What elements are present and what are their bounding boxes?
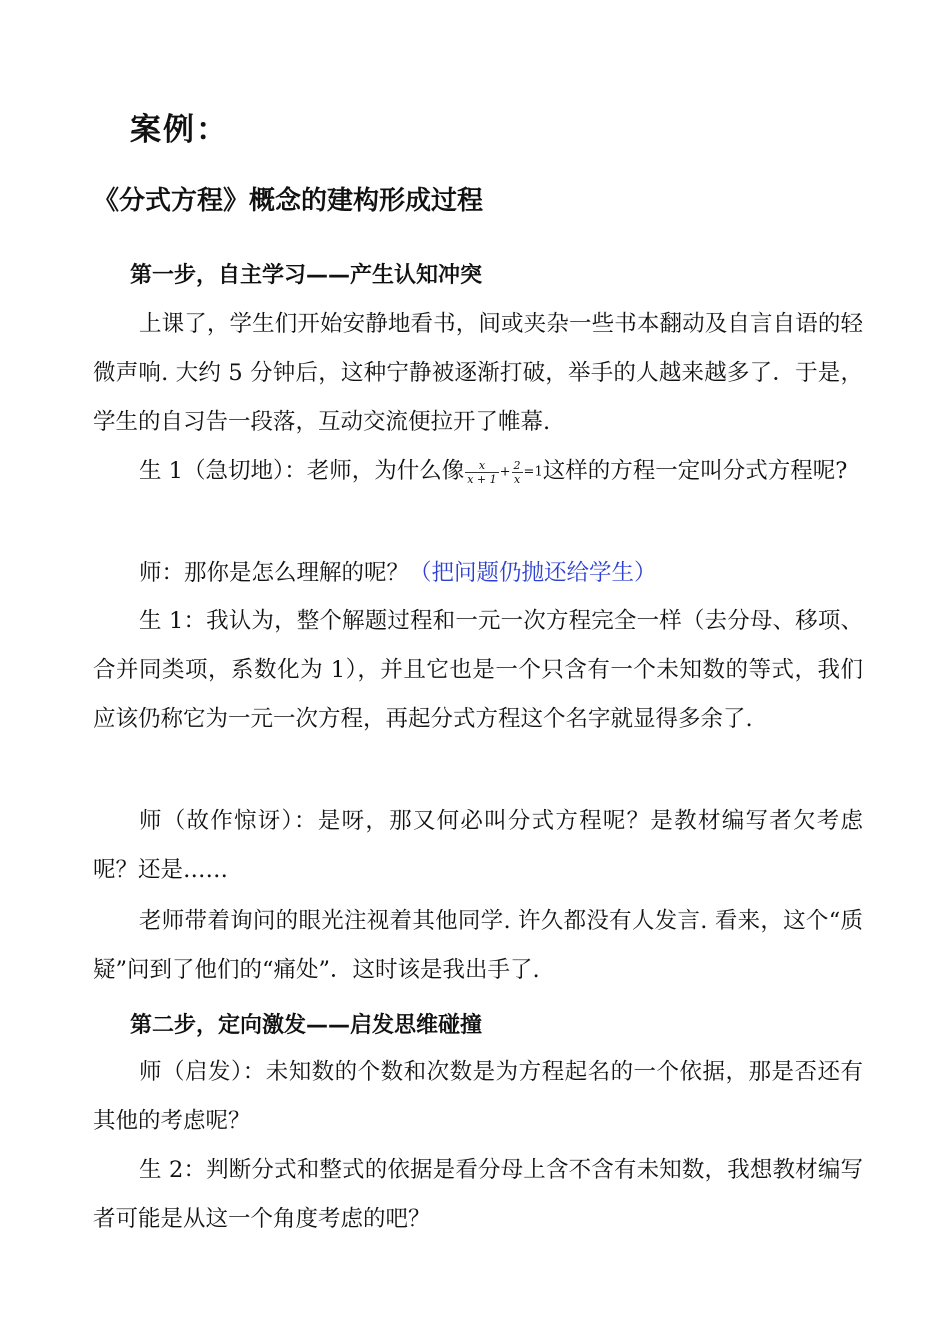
plus-sign: +: [499, 464, 511, 480]
paragraph-intro: 上课了，学生们开始安静地看书，间或夹杂一些书本翻动及自言自语的轻微声响. 大约 5 分钟后，这种宁静被逐渐打破，举手的人越来越多了．于是，学生的自习告一段落，互动交流便拉开了帷幕.: [93, 311, 863, 435]
document-subtitle: 《分式方程》概念的建构形成过程: [93, 186, 484, 216]
paragraph-observation: 老师带着询问的眼光注视着其他同学. 许久都没有人发言. 看来，这个“质疑”问到了他们的“痛处”．这时该是我出手了.: [93, 908, 863, 983]
paragraph-teacher-reply: [93, 549, 863, 598]
paragraph-teacher-surprise: 师（故作惊讶）：是呀，那又何必叫分式方程呢？是教材编写者欠考虑呢？还是……: [93, 808, 863, 883]
step1-heading: 第一步，自主学习——产生认知冲突: [130, 263, 483, 288]
teacher-reply-text: 师：那你是怎么理解的呢？: [139, 560, 410, 586]
paragraph-student1-answer: 生 1：我认为，整个解题过程和一元一次方程完全一样（去分母、移项、合并同类项，系数化为 1），并且它也是一个只含有一个未知数的等式，我们应该仍称它为一元一次方程，再起分式方程这个名字就显得多余了.: [93, 608, 864, 732]
teacher-reply-note: （把问题仍抛还给学生）: [409, 560, 657, 586]
equation-rhs: =1: [523, 464, 543, 480]
student1-question-lead: 生 1（急切地）：老师，为什么像: [139, 458, 465, 484]
fraction-x-over-x-plus-1: [465, 459, 498, 486]
paragraph-student2-answer: 生 2：判断分式和整式的依据是看分母上含不含有未知数，我想教材编写者可能是从这一个角度考虑的吧？: [93, 1157, 863, 1232]
fraction-numerator: x: [465, 459, 498, 473]
fraction-denominator: x + 1: [467, 472, 497, 486]
document-title: 案例：: [130, 112, 229, 148]
step2-heading: 第二步，定向激发——启发思维碰撞: [130, 1013, 483, 1038]
student1-question-tail: 这样的方程一定叫分式方程呢?: [542, 458, 848, 484]
fraction-2-over-x: [512, 459, 523, 486]
fraction-numerator: 2: [513, 458, 521, 472]
fraction-denominator: x: [513, 472, 521, 486]
paragraph-teacher-hint: 师（启发）：未知数的个数和次数是为方程起名的一个依据，那是否还有其他的考虑呢？: [93, 1059, 863, 1134]
paragraph-student1-question: [93, 447, 863, 497]
